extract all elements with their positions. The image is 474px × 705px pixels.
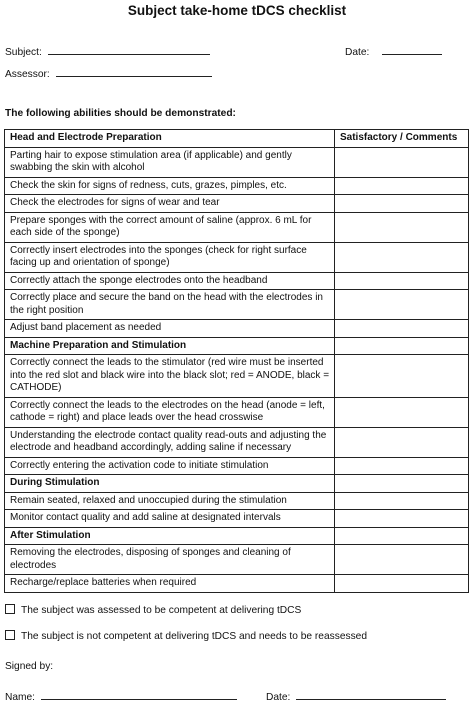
task-text: Correctly connect the leads to the electrodes on the head (anode = left, cathode = right) and place leads over the head crosswise bbox=[5, 397, 335, 427]
task-text: Prepare sponges with the correct amount of saline (approx. 6 mL for each side of the sponge) bbox=[5, 212, 335, 242]
task-text: Correctly entering the activation code to initiate stimulation bbox=[5, 457, 335, 475]
subject-label: Subject: bbox=[5, 47, 42, 58]
task-text: Correctly attach the sponge electrodes onto the headband bbox=[5, 272, 335, 290]
status-cell[interactable] bbox=[335, 492, 469, 510]
document-title: Subject take-home tDCS checklist bbox=[127, 3, 347, 18]
status-cell[interactable] bbox=[335, 457, 469, 475]
assessor-label: Assessor: bbox=[5, 69, 50, 80]
table-row bbox=[5, 320, 469, 338]
task-text: Removing the electrodes, disposing of sponges and cleaning of electrodes bbox=[5, 545, 335, 575]
checklist-table bbox=[4, 129, 469, 593]
assessor-input-line[interactable] bbox=[56, 66, 212, 77]
task-text: Check the electrodes for signs of wear and tear bbox=[5, 195, 335, 213]
status-cell[interactable] bbox=[335, 545, 469, 575]
table-row bbox=[5, 457, 469, 475]
competent-option bbox=[5, 604, 301, 618]
task-text: Remain seated, relaxed and unoccupied during the stimulation bbox=[5, 492, 335, 510]
status-cell[interactable] bbox=[335, 355, 469, 398]
task-text: Adjust band placement as needed bbox=[5, 320, 335, 338]
date-input-line[interactable] bbox=[382, 44, 442, 55]
signature-name-field bbox=[5, 689, 237, 705]
table-row bbox=[5, 492, 469, 510]
table-row bbox=[5, 355, 469, 398]
task-text: Monitor contact quality and add saline at designated intervals bbox=[5, 510, 335, 528]
signed-by-label: Signed by: bbox=[5, 661, 54, 672]
signature-name-line[interactable] bbox=[41, 689, 237, 700]
status-cell[interactable] bbox=[335, 195, 469, 213]
date-label: Date: bbox=[345, 47, 370, 58]
task-text: Correctly connect the leads to the stimulator (red wire must be inserted into the red slot and black wire into the black slot; red = ANODE, black = CATHODE) bbox=[5, 355, 335, 398]
task-text: Correctly insert electrodes into the sponges (check for right surface facing up and orientation of sponge) bbox=[5, 242, 335, 272]
table-row bbox=[5, 427, 469, 457]
not-competent-option bbox=[5, 630, 367, 644]
status-cell[interactable] bbox=[335, 212, 469, 242]
subject-field bbox=[5, 44, 210, 60]
table-header-row bbox=[5, 130, 469, 148]
table-row bbox=[5, 397, 469, 427]
status-cell[interactable] bbox=[335, 510, 469, 528]
status-cell[interactable] bbox=[335, 272, 469, 290]
section-row bbox=[5, 527, 469, 545]
table-row bbox=[5, 212, 469, 242]
status-cell[interactable] bbox=[335, 397, 469, 427]
table-row bbox=[5, 195, 469, 213]
intro-text: The following abilities should be demonstrated: bbox=[5, 108, 236, 119]
task-text: Recharge/replace batteries when required bbox=[5, 575, 335, 593]
status-cell[interactable] bbox=[335, 427, 469, 457]
table-row bbox=[5, 545, 469, 575]
subject-input-line[interactable] bbox=[48, 44, 210, 55]
date-field bbox=[345, 44, 442, 60]
signature-date-field bbox=[266, 689, 446, 705]
section-row bbox=[5, 337, 469, 355]
signature-date-line[interactable] bbox=[296, 689, 446, 700]
task-text: Check the skin for signs of redness, cuts, grazes, pimples, etc. bbox=[5, 177, 335, 195]
section-heading: After Stimulation bbox=[5, 527, 335, 545]
competent-label: The subject was assessed to be competent at delivering tDCS bbox=[21, 605, 302, 616]
checklist-body bbox=[5, 147, 469, 592]
status-cell bbox=[335, 475, 469, 493]
table-row bbox=[5, 242, 469, 272]
status-cell[interactable] bbox=[335, 290, 469, 320]
header-task: Head and Electrode Preparation bbox=[5, 130, 335, 148]
table-row bbox=[5, 510, 469, 528]
table-row bbox=[5, 272, 469, 290]
section-heading: Machine Preparation and Stimulation bbox=[5, 337, 335, 355]
section-heading: During Stimulation bbox=[5, 475, 335, 493]
not-competent-label: The subject is not competent at delivering tDCS and needs to be reassessed bbox=[21, 631, 368, 642]
status-cell bbox=[335, 337, 469, 355]
table-row bbox=[5, 147, 469, 177]
status-cell bbox=[335, 527, 469, 545]
task-text: Parting hair to expose stimulation area (if applicable) and gently swabbing the skin with alcohol bbox=[5, 147, 335, 177]
task-text: Understanding the electrode contact quality read-outs and adjusting the electrode and headband accordingly, adding saline if necessary bbox=[5, 427, 335, 457]
section-row bbox=[5, 475, 469, 493]
status-cell[interactable] bbox=[335, 320, 469, 338]
signature-date-label: Date: bbox=[266, 692, 291, 703]
competent-checkbox[interactable] bbox=[5, 604, 15, 614]
assessor-field bbox=[5, 66, 212, 82]
table-row bbox=[5, 290, 469, 320]
status-cell[interactable] bbox=[335, 242, 469, 272]
status-cell[interactable] bbox=[335, 575, 469, 593]
table-row bbox=[5, 177, 469, 195]
table-row bbox=[5, 575, 469, 593]
task-text: Correctly place and secure the band on the head with the electrodes in the right position bbox=[5, 290, 335, 320]
signature-name-label: Name: bbox=[5, 692, 36, 703]
not-competent-checkbox[interactable] bbox=[5, 630, 15, 640]
status-cell[interactable] bbox=[335, 177, 469, 195]
header-status: Satisfactory / Comments bbox=[335, 130, 469, 148]
status-cell[interactable] bbox=[335, 147, 469, 177]
